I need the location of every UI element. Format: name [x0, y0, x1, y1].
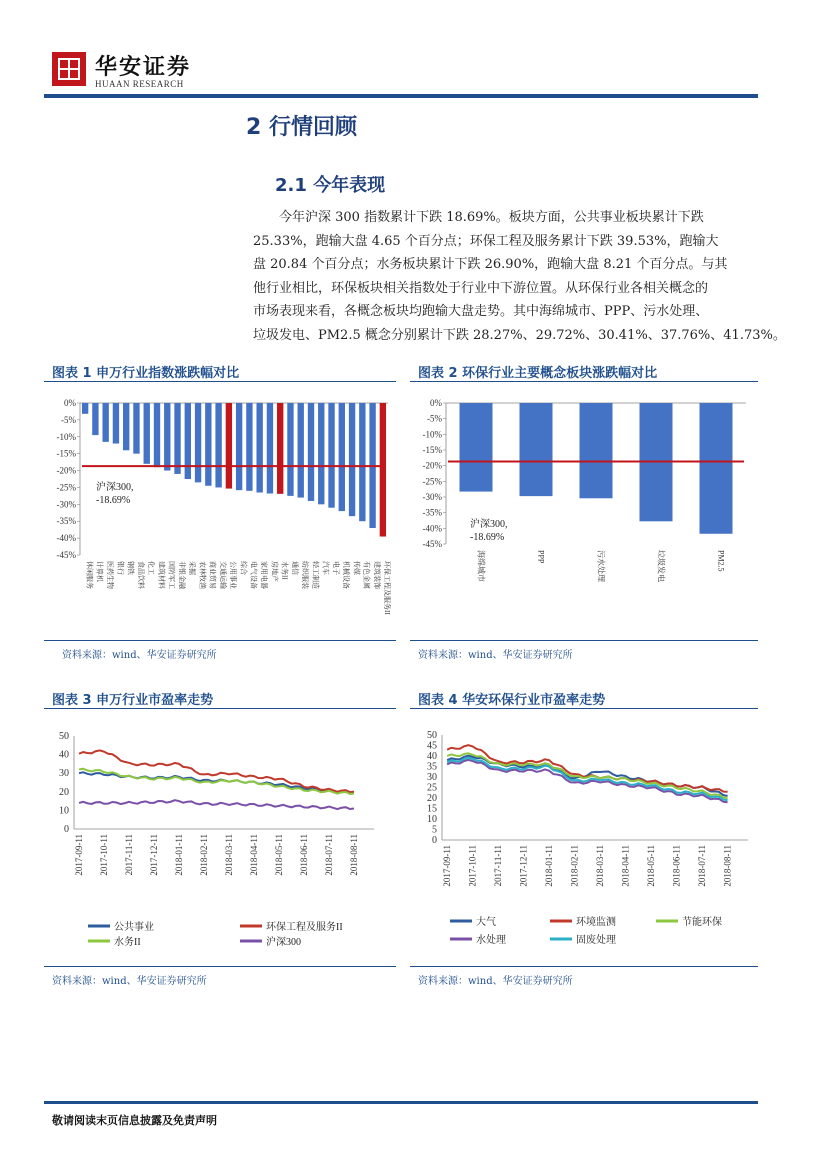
y-tick-label: 0%	[430, 398, 442, 408]
y-tick-label: 30	[59, 768, 69, 780]
bar	[123, 403, 129, 450]
x-tick-label: 2018-08-11	[349, 834, 359, 876]
y-tick-label: 50	[59, 731, 69, 742]
chart-2-concept-returns	[410, 384, 758, 634]
series-line	[79, 750, 354, 792]
bar	[144, 403, 150, 464]
paragraph-line: 市场表现来看，各概念板块均跑输大盘走势。其中海绵城市、PPP、污水处理、	[253, 304, 709, 319]
x-tick-label: 家用电器	[260, 561, 268, 589]
legend-label: 水处理	[476, 935, 506, 946]
figure-1-title: 图表 1 申万行业指数涨跌幅对比	[52, 366, 240, 381]
series-line	[79, 769, 354, 794]
y-tick-label: 20	[427, 793, 437, 804]
y-tick-label: -30%	[422, 492, 442, 502]
y-tick-label: -40%	[422, 523, 442, 534]
legend-label: 固废处理	[576, 935, 616, 946]
paragraph-line: 他行业相比，环保板块相关指数处于行业中下游位置。从环保行业各相关概念的	[253, 280, 709, 296]
x-tick-label: 化工	[147, 561, 156, 575]
y-tick-label: 15	[427, 803, 437, 815]
y-tick-label: -25%	[56, 482, 76, 493]
x-tick-label: 2018-06-11	[299, 834, 309, 876]
legend-label: 公共事业	[114, 922, 154, 933]
y-tick-label: -10%	[422, 429, 442, 440]
x-tick-label: 2018-07-11	[697, 845, 708, 887]
x-tick-label: 水务II	[280, 561, 289, 580]
y-tick-label: 0	[432, 835, 437, 846]
x-tick-label: 2017-11-11	[124, 834, 134, 876]
y-tick-label: -45%	[56, 550, 76, 560]
x-tick-label: 电子	[331, 561, 340, 575]
x-tick-label: 2017-12-11	[149, 834, 159, 876]
x-tick-label: 2017-11-11	[493, 845, 504, 887]
x-tick-label: 2018-03-11	[224, 834, 234, 876]
x-tick-label: 2018-06-11	[671, 845, 682, 887]
bar	[256, 403, 262, 493]
y-tick-label: -20%	[56, 465, 76, 476]
x-tick-label: 食品饮料	[136, 561, 145, 589]
y-tick-label: 30	[427, 772, 437, 783]
x-tick-label: 2018-04-11	[620, 845, 631, 887]
y-tick-label: -15%	[422, 445, 442, 455]
bar	[308, 403, 314, 501]
x-tick-label: 2018-07-11	[324, 834, 334, 876]
y-tick-label: -35%	[56, 516, 76, 527]
figure-1-source-rule	[44, 640, 396, 641]
bar	[349, 403, 355, 516]
x-tick-label: 医药生物	[106, 561, 114, 589]
chart-4-env-pe	[410, 711, 758, 961]
figure-2-source-rule	[410, 640, 758, 641]
x-tick-label: 建筑装饰	[372, 561, 381, 589]
x-tick-label: 国防军工	[167, 561, 176, 589]
x-tick-label: 计算机	[95, 561, 104, 582]
bar	[580, 403, 613, 498]
annotation-label: -18.69%	[470, 532, 505, 543]
x-tick-label: 公用事业	[229, 561, 238, 589]
bar	[246, 403, 252, 491]
x-tick-label: 2017-09-11	[74, 834, 84, 876]
paragraph-line: 盘 20.84 个百分点；水务板块累计下跌 26.90%，跑输大盘 8.21 个百分点。与其	[253, 257, 728, 272]
y-tick-label: 0	[64, 824, 69, 835]
annotation-label: -18.69%	[96, 495, 131, 506]
bar	[92, 403, 98, 435]
x-tick-label: 建筑材料	[157, 561, 166, 589]
x-tick-label: 纺织服装	[301, 561, 310, 589]
figure-1-source: 资料来源：wind、华安证券研究所	[62, 650, 217, 661]
x-tick-label: 有色金属	[362, 561, 371, 589]
x-tick-label: 机械设备	[342, 561, 351, 589]
footer-disclaimer: 敬请阅读末页信息披露及免责声明	[52, 1114, 217, 1127]
annotation-label: 沪深300,	[470, 519, 508, 530]
x-tick-label: PPP	[536, 550, 546, 564]
figure-2-rule	[410, 381, 758, 382]
figure-4-rule	[410, 708, 758, 709]
figure-1-rule	[44, 381, 396, 382]
bar	[174, 403, 180, 474]
y-tick-label: -5%	[427, 413, 442, 424]
y-tick-label: -5%	[61, 414, 76, 425]
bar	[267, 403, 273, 494]
legend-label: 沪深300	[266, 937, 301, 948]
bar	[318, 403, 324, 504]
brand-name-english: HUAAN RESEARCH	[95, 79, 184, 89]
header-rule	[44, 94, 758, 98]
y-tick-label: -20%	[422, 460, 442, 471]
bar	[520, 403, 553, 496]
paragraph-line: 25.33%，跑输大盘 4.65 个百分点；环保工程及服务累计下跌 39.53%，跑输大	[253, 233, 719, 249]
bar	[82, 403, 88, 414]
figure-3-rule	[44, 708, 396, 709]
legend-label: 环保工程及服务II	[266, 922, 343, 933]
series-line	[79, 800, 354, 809]
x-tick-label: 2018-01-11	[544, 845, 555, 887]
bar	[154, 403, 160, 467]
bar	[205, 403, 211, 486]
x-tick-label: 2018-04-11	[249, 834, 259, 876]
x-tick-label: 污水处理	[596, 550, 606, 582]
bar	[700, 403, 733, 534]
section-title: 2 行情回顾	[246, 115, 357, 140]
bar	[164, 403, 170, 471]
subsection-title: 2.1 今年表现	[275, 175, 386, 196]
figure-4-source-rule	[410, 966, 758, 967]
bar	[226, 403, 232, 489]
bar	[359, 403, 365, 521]
x-tick-label: 交通运输	[218, 561, 227, 589]
chart-1-industry-returns	[44, 384, 396, 634]
y-tick-label: 50	[427, 730, 437, 741]
x-tick-label: 垃圾发电	[656, 550, 666, 582]
bar	[133, 403, 139, 454]
x-tick-label: 轻工制造	[311, 561, 320, 589]
x-tick-label: 海绵城市	[476, 550, 486, 582]
x-tick-label: 2017-09-11	[442, 845, 453, 887]
legend-label: 节能环保	[682, 917, 722, 928]
y-tick-label: 40	[427, 751, 437, 762]
y-tick-label: 5	[432, 824, 437, 836]
paragraph-line: 垃圾发电、PM2.5 概念分别累计下跌 28.27%、29.72%、30.41%、37.76%、41.73%。	[253, 327, 786, 343]
y-tick-label: 20	[59, 786, 69, 798]
x-tick-label: PM2.5	[716, 550, 726, 572]
x-tick-label: 2018-02-11	[199, 834, 209, 876]
x-tick-label: 传媒	[352, 561, 361, 575]
figure-2-title: 图表 2 环保行业主要概念板块涨跌幅对比	[418, 366, 658, 381]
x-tick-label: 2018-05-11	[274, 834, 284, 876]
bar	[215, 403, 221, 487]
bar	[298, 403, 304, 498]
x-tick-label: 农林牧渔	[198, 561, 207, 589]
x-tick-label: 2018-05-11	[646, 845, 657, 887]
y-tick-label: 40	[59, 749, 69, 761]
y-tick-label: -25%	[422, 476, 442, 487]
x-tick-label: 2017-10-11	[99, 834, 109, 876]
x-tick-label: 非银金融	[177, 561, 186, 589]
x-tick-label: 银行	[116, 561, 125, 575]
y-tick-label: -15%	[56, 448, 76, 459]
x-tick-label: 2018-01-11	[174, 834, 184, 876]
paragraph-line: 今年沪深 300 指数累计下跌 18.69%。板块方面，公共事业板块累计下跌	[279, 210, 704, 225]
y-tick-label: -35%	[422, 507, 442, 518]
bar	[236, 403, 242, 490]
x-tick-label: 综合	[239, 561, 248, 575]
x-tick-label: 房地产	[270, 561, 279, 582]
y-tick-label: -30%	[56, 499, 76, 510]
x-tick-label: 2018-08-11	[722, 845, 733, 887]
company-logo-icon	[52, 52, 86, 86]
y-tick-label: -40%	[56, 533, 76, 544]
legend-label: 水务II	[114, 937, 141, 948]
x-tick-label: 2018-02-11	[569, 845, 580, 887]
y-tick-label: 10	[59, 805, 69, 817]
y-tick-label: 25	[427, 782, 437, 794]
figure-4-title: 图表 4 华安环保行业市盈率走势	[418, 693, 606, 708]
x-tick-label: 商业贸易	[208, 561, 217, 589]
bar	[113, 403, 119, 444]
bar	[460, 403, 493, 492]
x-tick-label: 环保工程及服务II	[383, 561, 392, 615]
x-tick-label: 通信	[290, 561, 299, 575]
figure-4-source: 资料来源：wind、华安证券研究所	[418, 976, 573, 987]
figure-3-source-rule	[44, 966, 396, 967]
body-paragraph	[253, 206, 786, 347]
bar	[328, 403, 334, 508]
figure-3-source: 资料来源：wind、华安证券研究所	[52, 976, 207, 987]
bar	[195, 403, 201, 482]
y-tick-label: 0%	[64, 398, 76, 408]
bar	[185, 403, 191, 479]
x-tick-label: 休闲服务	[85, 561, 94, 589]
x-tick-label: 2017-10-11	[467, 845, 478, 887]
brand-name: 华安证券	[95, 54, 192, 80]
bar	[277, 403, 283, 494]
legend-label: 环境监测	[576, 917, 616, 928]
footer-rule	[44, 1101, 758, 1104]
chart-3-industry-pe	[44, 711, 396, 961]
bar	[287, 403, 293, 496]
annotation-label: 沪深300,	[96, 482, 134, 493]
x-tick-label: 汽车	[321, 561, 330, 575]
x-tick-label: 电气设备	[249, 561, 258, 589]
bar	[380, 403, 386, 537]
x-tick-label: 采掘	[188, 561, 197, 575]
bar	[102, 403, 108, 442]
y-tick-label: 10	[427, 814, 437, 825]
y-tick-label: 35	[427, 761, 437, 773]
x-tick-label: 钢铁	[126, 561, 135, 575]
y-tick-label: 45	[427, 740, 437, 752]
y-tick-label: -45%	[422, 539, 442, 549]
figure-3-title: 图表 3 申万行业市盈率走势	[52, 693, 214, 708]
y-tick-label: -10%	[56, 431, 76, 442]
x-tick-label: 2018-03-11	[595, 845, 606, 887]
bar	[339, 403, 345, 511]
figure-2-source: 资料来源：wind、华安证券研究所	[418, 650, 573, 661]
legend-label: 大气	[476, 917, 496, 928]
x-tick-label: 2017-12-11	[518, 845, 529, 887]
